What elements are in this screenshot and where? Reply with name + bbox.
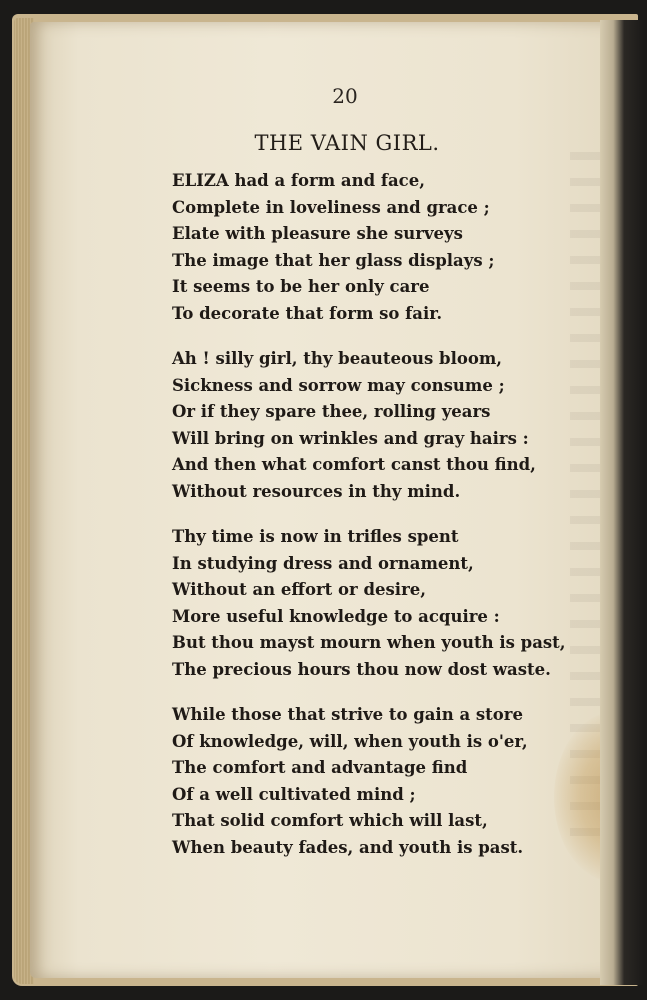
poem-line: It seems to be her only care	[172, 277, 430, 296]
poem-title: THE VAIN GIRL.	[254, 131, 440, 155]
book-gutter	[600, 20, 644, 985]
poem-line: That solid comfort which will last,	[172, 811, 488, 830]
poem-line: Thy time is now in trifles spent	[172, 527, 459, 546]
poem-line: Without resources in thy mind.	[172, 481, 461, 501]
poem-line: Complete in loveliness and grace ;	[172, 197, 490, 217]
page-number: 20	[332, 84, 358, 108]
stanza	[172, 524, 592, 683]
poem-line: The precious hours thou now dost waste.	[172, 659, 551, 679]
poem-line: Ah ! silly girl, thy beauteous bloom,	[172, 349, 503, 368]
poem-line: Or if they spare thee, rolling years	[172, 402, 491, 421]
poem-body	[172, 168, 592, 880]
poem-line: And then what comfort canst thou find,	[172, 455, 536, 474]
poem-line: Will bring on wrinkles and gray hairs :	[172, 428, 529, 448]
poem-line: Elate with pleasure she surveys	[172, 224, 463, 243]
poem-line: The comfort and advantage find	[172, 758, 468, 777]
stanza	[172, 168, 592, 327]
stanza	[172, 702, 592, 861]
poem-line: Of knowledge, will, when youth is o'er,	[172, 731, 528, 751]
poem-line: The image that her glass displays ;	[172, 250, 495, 270]
poem-line: To decorate that form so fair.	[172, 303, 443, 323]
poem-line: When beauty fades, and youth is past.	[172, 837, 524, 857]
poem-line: Of a well cultivated mind ;	[172, 784, 416, 804]
poem-line: More useful knowledge to acquire :	[172, 606, 500, 626]
poem-line: Sickness and sorrow may consume ;	[172, 375, 505, 395]
poem-line: Without an effort or desire,	[172, 580, 427, 599]
poem-line: ELIZA had a form and face,	[172, 171, 425, 190]
poem-line: But thou mayst mourn when youth is past,	[172, 633, 566, 652]
poem-line: While those that strive to gain a store	[172, 705, 523, 724]
stanza	[172, 346, 592, 505]
poem-line: In studying dress and ornament,	[172, 553, 474, 573]
